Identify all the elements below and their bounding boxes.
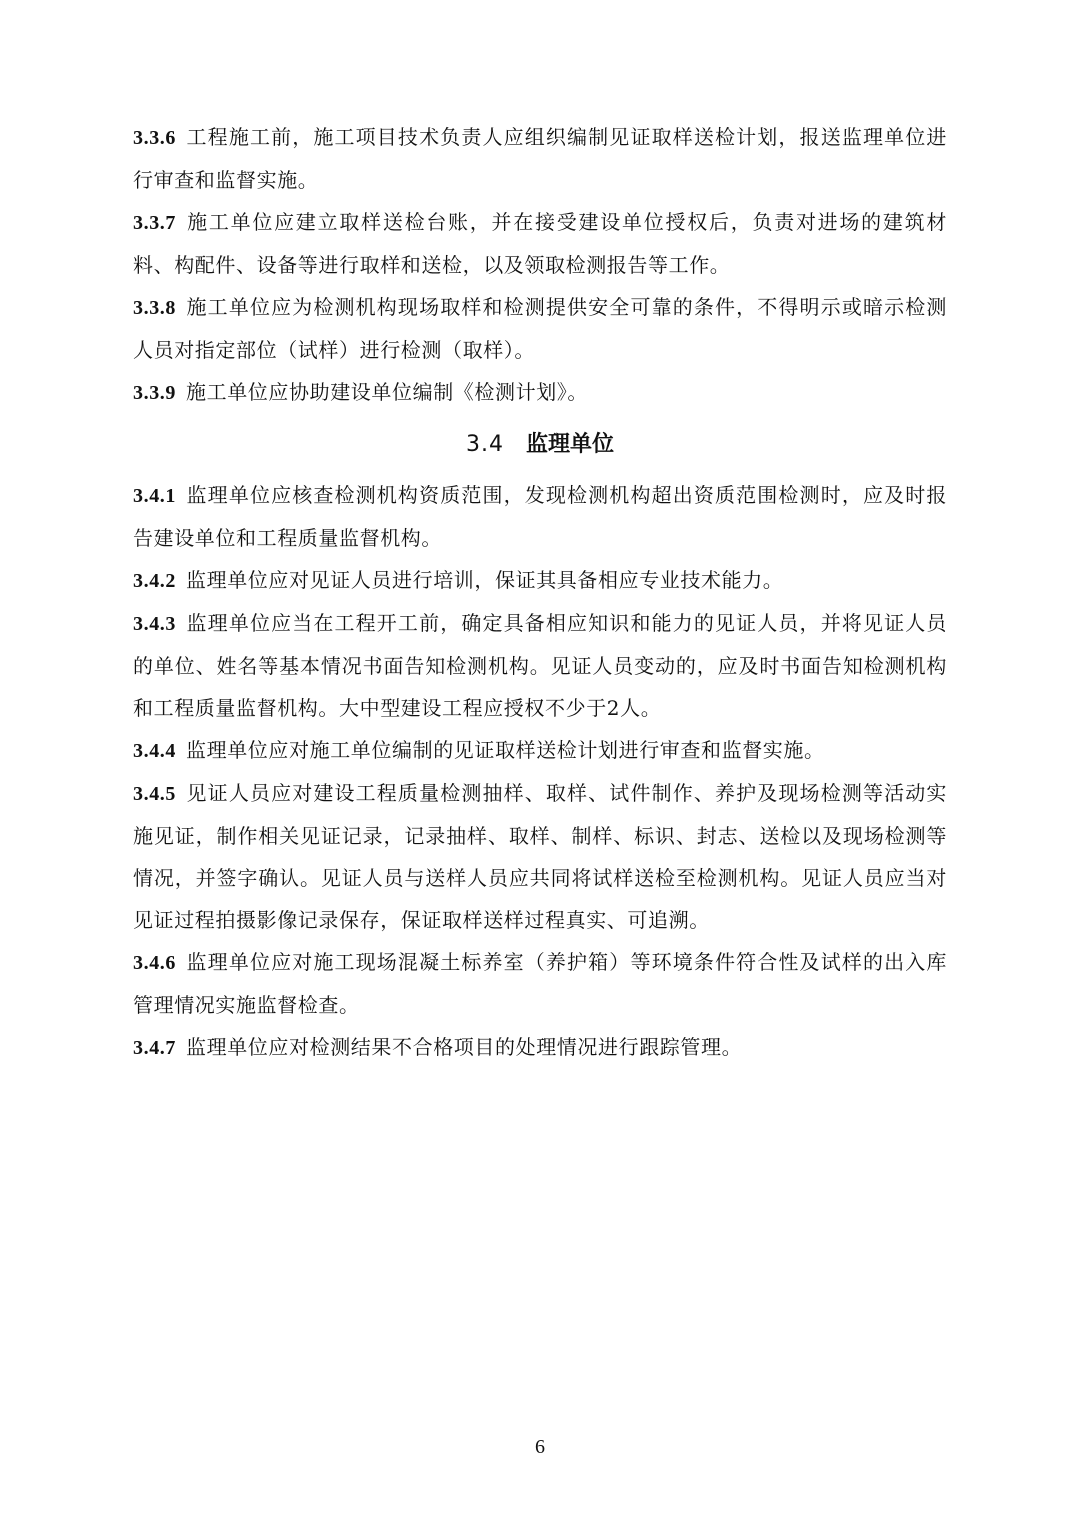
clause-3-4-6 xyxy=(133,941,947,1026)
section-title: 监理单位 xyxy=(525,432,614,457)
clause-text: 监理单位应当在工程开工前，确定具备相应知识和能力的见证人员，并将见证人员的单位、姓名等基本情况书面告知检测机构。见证人员变动的，应及时书面告知检测机构和工程质量监督机构。大中型建设工程应授权不少于2人。 xyxy=(133,611,947,720)
clause-3-3-9 xyxy=(133,371,947,414)
clause-number: 3.4.6 xyxy=(133,952,176,974)
clause-text: 施工单位应为检测机构现场取样和检测提供安全可靠的条件，不得明示或暗示检测人员对指定部位（试样）进行检测（取样）。 xyxy=(133,295,947,362)
clause-3-4-1 xyxy=(133,474,947,559)
clause-number: 3.3.7 xyxy=(133,212,176,234)
clause-text: 工程施工前，施工项目技术负责人应组织编制见证取样送检计划，报送监理单位进行审查和监督实施。 xyxy=(133,125,947,192)
clause-block-3-4 xyxy=(133,474,947,1069)
clause-number: 3.4.5 xyxy=(133,783,176,805)
clause-number: 3.4.7 xyxy=(133,1037,176,1059)
clause-3-3-6 xyxy=(133,116,947,201)
clause-text: 施工单位应协助建设单位编制《检测计划》。 xyxy=(186,380,588,404)
clause-number: 3.4.4 xyxy=(133,740,176,762)
clause-text: 施工单位应建立取样送检台账，并在接受建设单位授权后，负责对进场的建筑材料、构配件、设备等进行取样和送检，以及领取检测报告等工作。 xyxy=(133,210,947,277)
clause-3-4-2 xyxy=(133,559,947,602)
section-number: 3.4 xyxy=(465,432,504,457)
clause-3-4-4 xyxy=(133,729,947,772)
section-heading xyxy=(0,424,1080,466)
clause-3-4-3 xyxy=(133,602,947,729)
clause-3-3-7 xyxy=(133,201,947,286)
clause-number: 3.4.3 xyxy=(133,613,176,635)
clause-number: 3.4.2 xyxy=(133,570,176,592)
clause-number: 3.3.9 xyxy=(133,382,176,404)
clause-3-4-5 xyxy=(133,772,947,941)
clause-3-3-8 xyxy=(133,286,947,371)
clause-text: 监理单位应核查检测机构资质范围，发现检测机构超出资质范围检测时，应及时报告建设单位和工程质量监督机构。 xyxy=(133,483,947,550)
clause-number: 3.3.6 xyxy=(133,127,176,149)
clause-block-3-3 xyxy=(133,116,947,414)
clause-text: 监理单位应对施工单位编制的见证取样送检计划进行审查和监督实施。 xyxy=(186,738,825,762)
page-number: 6 xyxy=(535,1436,545,1458)
clause-text: 监理单位应对施工现场混凝土标养室（养护箱）等环境条件符合性及试样的出入库管理情况实施监督检查。 xyxy=(133,950,947,1017)
clause-text: 监理单位应对见证人员进行培训，保证其具备相应专业技术能力。 xyxy=(186,568,784,592)
clause-text: 见证人员应对建设工程质量检测抽样、取样、试件制作、养护及现场检测等活动实施见证，制作相关见证记录，记录抽样、取样、制样、标识、封志、送检以及现场检测等情况，并签字确认。见证人员与送样人员应共同将试样送检至检测机构。见证人员应当对见证过程拍摄影像记录保存，保证取样送样过程真实、可追溯。 xyxy=(133,781,947,932)
clause-number: 3.4.1 xyxy=(133,485,176,507)
clause-number: 3.3.8 xyxy=(133,297,176,319)
clause-text: 监理单位应对检测结果不合格项目的处理情况进行跟踪管理。 xyxy=(186,1035,743,1059)
clause-3-4-7 xyxy=(133,1026,947,1069)
